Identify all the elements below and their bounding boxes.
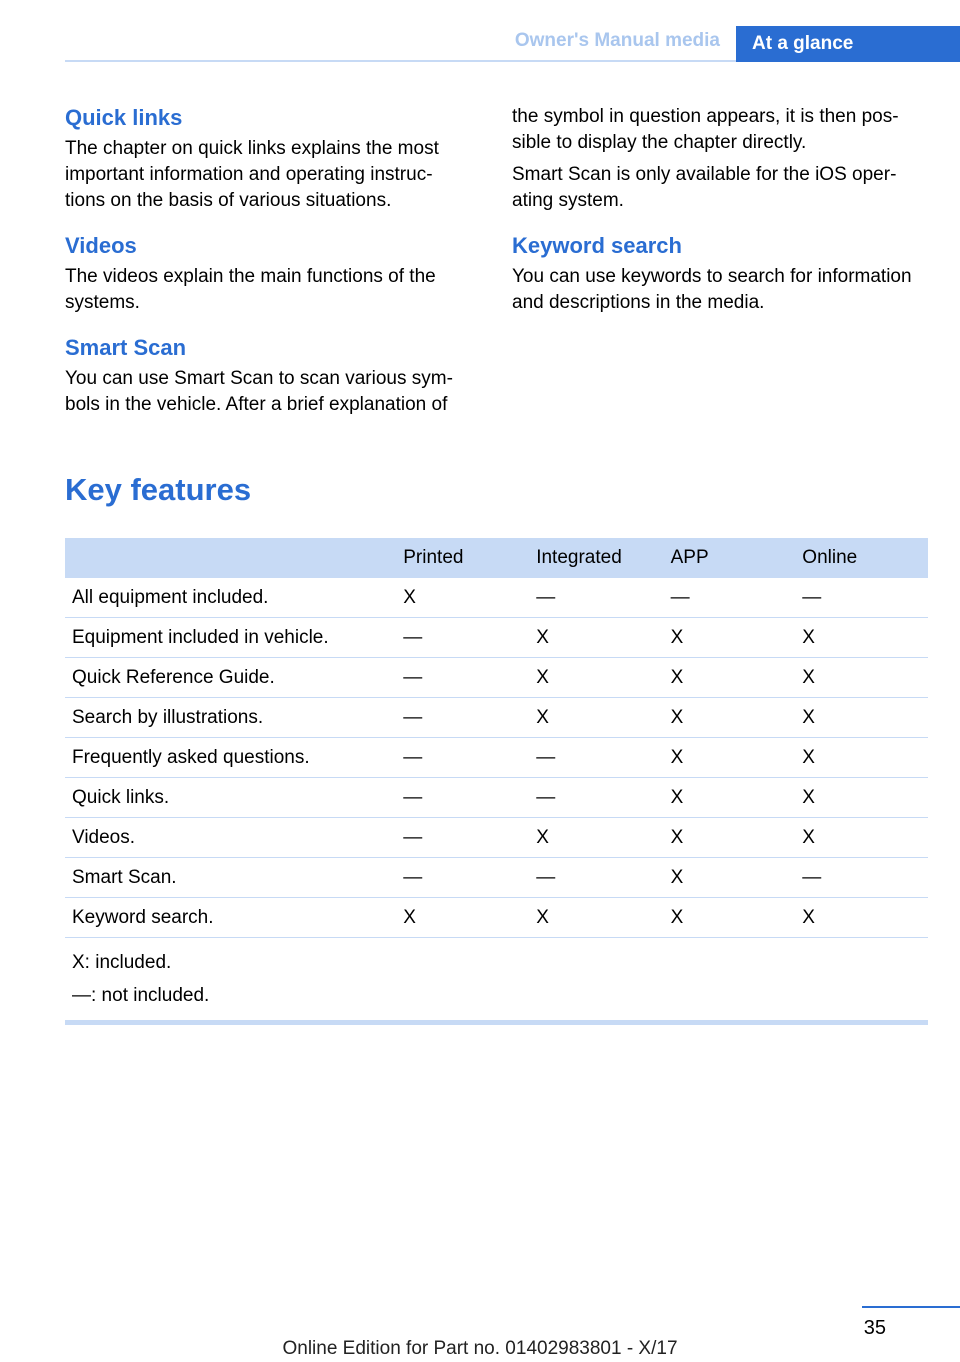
table-row (65, 618, 928, 658)
availability-cell: X (529, 698, 663, 738)
availability-cell: X (396, 898, 529, 938)
heading-videos: Videos (65, 233, 137, 258)
column-header-app: APP (664, 538, 796, 578)
paragraph: Smart Scan is only available for the iOS operating system. (512, 164, 897, 211)
legend-included: X: included. (72, 952, 172, 973)
availability-cell: X (664, 898, 796, 938)
heading-keyword-search: Keyword search (512, 233, 682, 258)
right-column (512, 104, 912, 334)
availability-cell: — (795, 578, 928, 618)
paragraph: The chapter on quick links explains the most important information and operating instructions on the basis of various situations. (65, 138, 439, 211)
table-legend-row (65, 938, 928, 1023)
availability-cell: — (396, 738, 529, 778)
feature-name-cell: Equipment included in vehicle. (65, 618, 396, 658)
key-features-title: Key features (65, 472, 252, 507)
availability-cell: — (795, 858, 928, 898)
availability-cell: X (795, 818, 928, 858)
section-smart-scan (65, 334, 465, 418)
table-row (65, 818, 928, 858)
header-section-label[interactable]: Owner's Manual media (514, 30, 720, 51)
edition-note: Online Edition for Part no. 01402983801 - X/17 (282, 1338, 678, 1359)
availability-cell: X (795, 778, 928, 818)
feature-name-cell: Quick Reference Guide. (65, 658, 396, 698)
availability-cell: X (664, 818, 796, 858)
table-row (65, 578, 928, 618)
availability-cell: X (795, 658, 928, 698)
availability-cell: X (396, 578, 529, 618)
availability-cell: X (795, 618, 928, 658)
heading-quick-links: Quick links (65, 105, 183, 130)
feature-name-cell: Videos. (65, 818, 396, 858)
availability-cell: X (529, 898, 663, 938)
page-number: 35 (863, 1317, 886, 1339)
feature-name-cell: Keyword search. (65, 898, 396, 938)
feature-name-cell: Quick links. (65, 778, 396, 818)
availability-cell: X (664, 858, 796, 898)
table-row (65, 738, 928, 778)
availability-cell: — (396, 618, 529, 658)
smart-scan-continuation (512, 104, 912, 214)
heading-smart-scan: Smart Scan (65, 335, 187, 360)
availability-cell: — (529, 738, 663, 778)
availability-cell: X (664, 658, 796, 698)
column-header-printed: Printed (396, 538, 529, 578)
paragraph: the symbol in question appears, it is then possible to display the chapter directly. (512, 106, 899, 153)
availability-cell: — (529, 858, 663, 898)
availability-cell: — (529, 778, 663, 818)
availability-cell: — (396, 698, 529, 738)
table-row (65, 858, 928, 898)
section-keyword-search (512, 232, 912, 316)
left-column (65, 104, 465, 436)
legend-cell (65, 938, 928, 1023)
availability-cell: X (664, 738, 796, 778)
availability-cell: — (529, 578, 663, 618)
availability-cell: — (396, 858, 529, 898)
availability-cell: X (529, 818, 663, 858)
feature-name-cell: Frequently asked questions. (65, 738, 396, 778)
column-header-integrated: Integrated (529, 538, 663, 578)
availability-cell: X (529, 618, 663, 658)
availability-cell: X (795, 698, 928, 738)
table-row (65, 778, 928, 818)
availability-cell: — (396, 658, 529, 698)
key-features-table (65, 538, 928, 1025)
footer-rule (862, 1306, 960, 1308)
availability-cell: X (795, 898, 928, 938)
availability-cell: — (664, 578, 796, 618)
table-row (65, 698, 928, 738)
feature-name-cell: Smart Scan. (65, 858, 396, 898)
paragraph: You can use keywords to search for information and descriptions in the media. (512, 266, 912, 313)
table-row (65, 658, 928, 698)
section-videos (65, 232, 465, 316)
section-quick-links (65, 104, 465, 214)
availability-cell: — (396, 818, 529, 858)
availability-cell: X (664, 698, 796, 738)
table-header-row (65, 538, 928, 578)
availability-cell: X (664, 778, 796, 818)
header-chapter-tab[interactable]: At a glance (736, 26, 960, 62)
feature-name-cell: All equipment included. (65, 578, 396, 618)
availability-cell: — (396, 778, 529, 818)
column-header (65, 538, 396, 578)
feature-name-cell: Search by illustrations. (65, 698, 396, 738)
table-row (65, 898, 928, 938)
table-body (65, 578, 928, 1023)
legend-not-included: —: not included. (72, 985, 210, 1006)
paragraph: You can use Smart Scan to scan various symbols in the vehicle. After a brief explanation of (65, 368, 453, 415)
availability-cell: X (529, 658, 663, 698)
column-header-online: Online (795, 538, 928, 578)
paragraph: The videos explain the main functions of the systems. (65, 266, 436, 313)
availability-cell: X (664, 618, 796, 658)
availability-cell: X (795, 738, 928, 778)
